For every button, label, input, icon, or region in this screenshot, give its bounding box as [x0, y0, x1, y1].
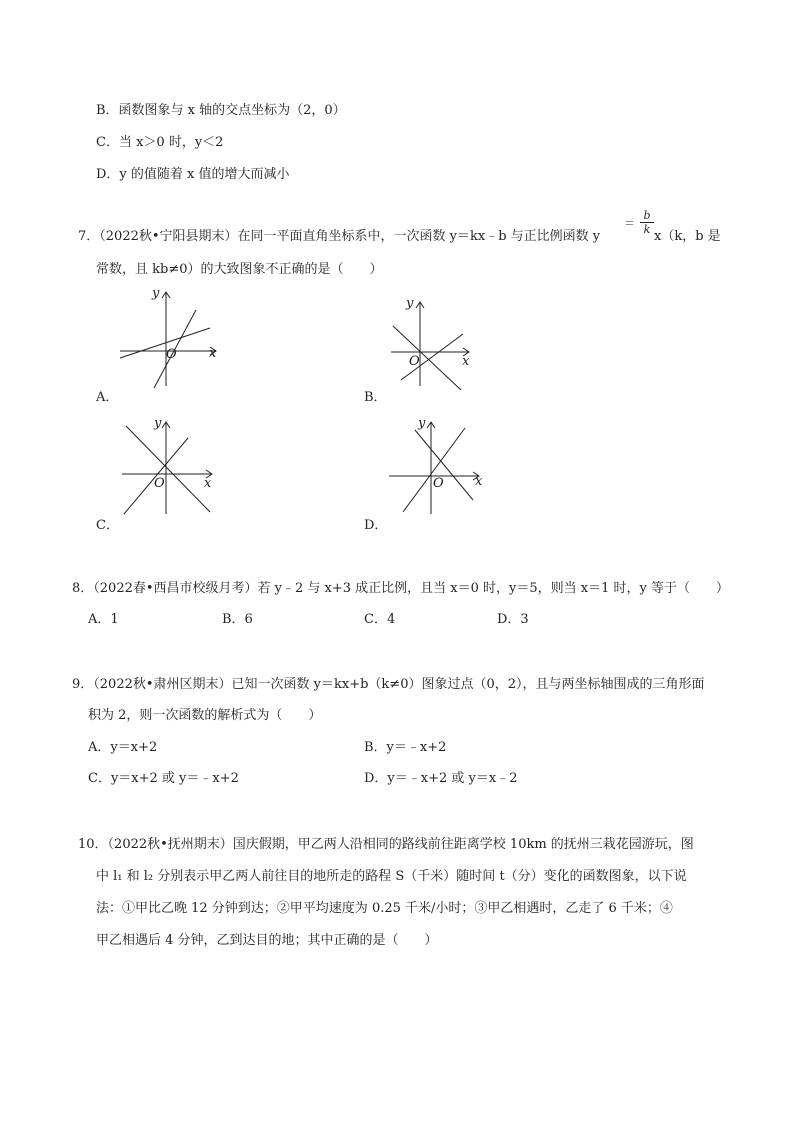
- line-1: [415, 430, 473, 500]
- q8-option-d: D．3: [497, 612, 529, 627]
- q7-fraction-equals: ＝: [624, 217, 635, 230]
- origin-label: O: [154, 476, 165, 491]
- q7-option-c-label: C．: [96, 518, 119, 533]
- y-axis-label: y: [418, 416, 426, 431]
- q7-graph-c: [112, 416, 220, 516]
- q9-option-d: D．y＝﹣x+2 或 y＝x﹣2: [364, 771, 518, 786]
- x-axis-label: x: [204, 476, 212, 491]
- q10-stem-line1: 10．（2022秋•抚州期末）国庆假期，甲乙两人沿相同的路线前往距离学校 10km 的抚州三栽花园游玩，图: [78, 837, 694, 852]
- q7-fraction-numerator: b: [643, 209, 651, 222]
- line-1: [120, 328, 210, 358]
- q8-option-b: B．6: [222, 612, 253, 627]
- q8-option-a: A．1: [88, 612, 119, 627]
- q7-option-d-label: D．: [364, 518, 388, 533]
- line-2: [403, 428, 465, 512]
- q7-stem-line2: 常数，且 kb≠0）的大致图象不正确的是（ ）: [96, 262, 383, 277]
- q8-option-c: C．4: [364, 612, 396, 627]
- q9-option-c: C．y＝x+2 或 y＝﹣x+2: [88, 771, 239, 786]
- q6-option-d: D．y 的值随着 x 值的增大而减小: [96, 167, 290, 182]
- y-axis-label: y: [152, 286, 160, 301]
- q7-fraction-denominator: k: [643, 223, 651, 236]
- x-axis-label: x: [462, 354, 470, 369]
- q7-option-b-label: B．: [364, 390, 387, 405]
- q7-stem-line1-part1: 7．（2022秋•宁阳县期末）在同一平面直角坐标系中，一次函数 y＝kx﹣b 与正比例函数 y: [78, 229, 601, 244]
- origin-label: O: [409, 354, 420, 369]
- q7-graph-d: [383, 416, 489, 516]
- q8-stem: 8．（2022春•西昌市校级月考）若 y﹣2 与 x+3 成正比例，且当 x＝0 时，y＝5，则当 x＝1 时，y 等于（ ）: [72, 581, 729, 596]
- q6-option-c: C．当 x＞0 时，y＜2: [96, 135, 224, 150]
- line-1: [126, 426, 210, 512]
- x-axis-label: x: [209, 346, 217, 361]
- q9-stem-line1: 9．（2022秋•肃州区期末）已知一次函数 y＝kx+b（k≠0）图象过点（0，2），且与两坐标轴围成的三角形面: [72, 677, 705, 692]
- q7-graph-b-svg: [383, 296, 483, 390]
- q9-option-b: B．y＝﹣x+2: [364, 740, 447, 755]
- q10-stem-line3: 法：①甲比乙晚 12 分钟到达；②甲平均速度为 0.25 千米/小时；③甲乙相遇时，乙走了 6 千米；④: [96, 901, 673, 916]
- q9-option-a: A．y＝x+2: [88, 740, 158, 755]
- y-axis-label: y: [154, 416, 162, 431]
- x-axis-label: x: [475, 474, 483, 489]
- q7-graph-d-svg: [383, 416, 489, 516]
- q7-graph-a-svg: [112, 288, 222, 388]
- q7-graph-c-svg: [112, 416, 220, 516]
- q10-stem-line4: 甲乙相遇后 4 分钟，乙到达目的地；其中正确的是（ ）: [96, 933, 438, 948]
- origin-label: O: [166, 347, 177, 362]
- q10-stem-line2: 中 l₁ 和 l₂ 分别表示甲乙两人前往目的地所走的路程 S（千米）随时间 t（分）变化的函数图象，以下说: [96, 869, 687, 884]
- q7-option-a-label: A．: [96, 390, 119, 405]
- q9-stem-line2: 积为 2，则一次函数的解析式为（ ）: [88, 708, 322, 723]
- origin-label: O: [433, 476, 444, 491]
- q7-graph-a: [112, 288, 222, 388]
- q6-option-b: B．函数图象与 x 轴的交点坐标为（2，0）: [96, 103, 346, 118]
- q7-stem-line1-part2: x（k，b 是: [654, 229, 721, 244]
- y-axis-label: y: [406, 296, 414, 311]
- line-1: [393, 326, 461, 390]
- q7-graph-b: [383, 296, 483, 390]
